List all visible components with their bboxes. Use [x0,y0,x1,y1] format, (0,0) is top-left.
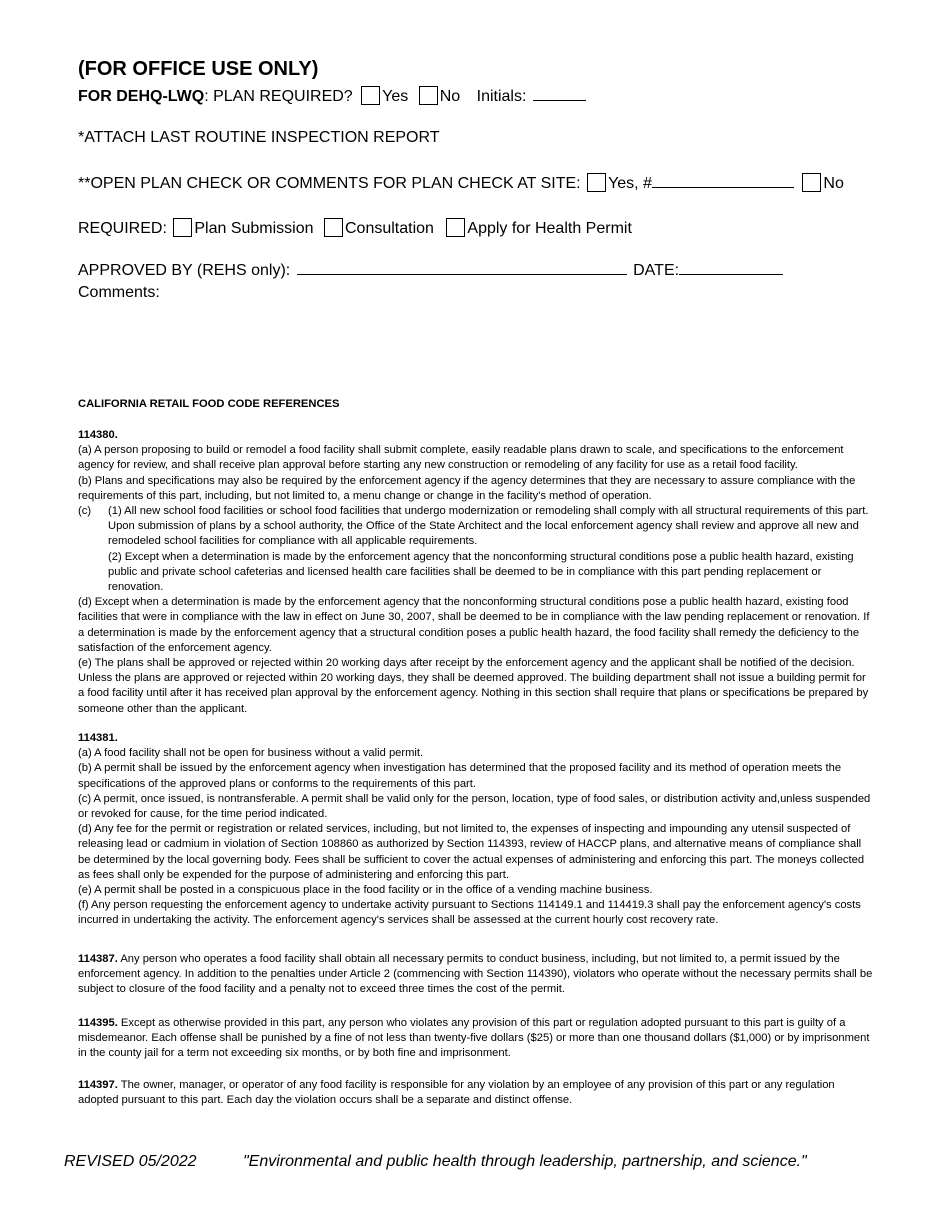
section-number: 114395. [78,1017,118,1029]
references-heading: CALIFORNIA RETAIL FOOD CODE REFERENCES [78,398,340,410]
attach-report-note: *ATTACH LAST ROUTINE INSPECTION REPORT [78,129,440,146]
consultation-checkbox[interactable] [324,218,343,237]
plan-required-row [78,86,586,106]
section-114380-e: (e) The plans shall be approved or rejected within 20 working days after receipt by the enforcement agency and the applicant shall be notified of the decision. Unless the plans are approved or rejected within 20 working days, they shall be deemed approved. The building department shall not issue a building permit for a food facility until after it has received plan approval by the enforcement agency. Nothing in this section shall require that plans or specifications be prepared by someone other than the applicant. [78,657,869,715]
health-permit-checkbox[interactable] [446,218,465,237]
section-114380-c2: (2) Except when a determination is made by the enforcement agency that the nonconforming structural conditions pose a public health hazard, existing public and private school cafeterias and licensed health care facilities shall be deemed to be in compliance with this part pending replacement or renovation. [108,550,854,594]
initials-field[interactable] [533,100,586,101]
section-114381-d: (d) Any fee for the permit or registration or related services, including, but not limited to, the expenses of inspecting and impounding any utensil suspected of releasing lead or cadmium in violation of Section 108860 as authorized by Section 114393, review of HACCP plans, and alternative means of compliance shall be determined by the local governing body. Fees shall be sufficient to cover the actual expenses of administering and enforcing this part. The moneys collected as fees shall only be expended for the purpose of administering and enforcing this part. [78,823,865,881]
section-114395-text: Except as otherwise provided in this part, any person who violates any provision of this part or regulation adopted pursuant to this part is guilty of a misdemeanor. Each offense shall be punished by a fine of not less than twenty-five dollars ($25) or more than one thousand dollars ($1,000) or by imprisonment in the county jail for a term not exceeding six months, or by both fine and imprisonment. [78,1017,870,1060]
plan-submission-label: Plan Submission [194,220,314,237]
approved-by-field[interactable] [297,274,627,275]
section-number: 114381. [78,732,118,744]
open-plan-number-field[interactable] [652,187,794,188]
section-number: 114387. [78,953,118,965]
section-114395 [78,1016,873,1062]
section-114381-c: (c) A permit, once issued, is nontransferable. A permit shall be valid only for the person, location, type of food sales, or distribution activity and,unless suspended or revoked for cause, for the time period indicated. [78,792,871,821]
open-plan-check-label: **OPEN PLAN CHECK OR COMMENTS FOR PLAN CHECK AT SITE: [78,175,581,192]
required-label: REQUIRED: [78,220,167,237]
section-114380-c1: (1) All new school food facilities or school food facilities that undergo modernization or remodeling shall comply with all structural requirements of this part. Upon submission of plans by a school authority, the Office of the State Architect and the local enforcement agency shall review and approve all new and remodeled school facilities for compliance with all applicable requirements. [108,505,869,548]
section-114387-text: Any person who operates a food facility shall obtain all necessary permits to conduct business, including, but not limited to, a permit issued by the enforcement agency. In addition to the penalties under Article 2 (commencing with Section 114390), violators who operate without the necessary permits shall be subject to closure of the food facility and a penalty not to exceed three times the cost of the permit. [78,953,873,996]
plan-required-yes-label: Yes [382,88,409,105]
section-114380-c-label: (c) [78,505,92,518]
plan-required-no-label: No [439,88,461,105]
open-plan-no-label: No [823,175,844,192]
consultation-label: Consultation [344,220,434,237]
initials-label: Initials: [476,88,527,105]
section-114380-c [78,504,873,595]
approved-row [78,262,783,280]
section-number: 114380. [78,429,118,441]
date-field[interactable] [679,274,783,275]
section-114381 [78,731,873,929]
section-114381-f: (f) Any person requesting the enforcement agency to undertake activity pursuant to Sections 114149.1 and 114419.3 shall pay the enforcement agency's costs incurred in undertaking the activity. The enforcement agency's services shall be assessed at the current hourly cost recovery rate. [78,899,861,927]
required-row [78,218,632,238]
footer-motto: "Environmental and public health through leadership, partnership, and science." [243,1153,807,1170]
comments-label: Comments: [78,284,160,301]
section-114387 [78,952,873,998]
open-plan-yes-checkbox[interactable] [587,173,606,192]
section-114397-text: The owner, manager, or operator of any food facility is responsible for any violation by an employee of any provision of this part or any regulation adopted pursuant to this part. Each day the violation occurs shall be a separate and distinct offense. [78,1079,835,1107]
section-114380 [78,428,873,717]
open-plan-no-checkbox[interactable] [802,173,821,192]
open-plan-yes-label: Yes, # [608,175,652,192]
section-number: 114397. [78,1079,118,1091]
plan-required-yes-checkbox[interactable] [361,86,380,105]
revised-date: REVISED 05/2022 [64,1153,197,1170]
section-114381-b: (b) A permit shall be issued by the enforcement agency when investigation has determined that the proposed facility and its method of operation meets the specifications of the approved plans or conforms to the requirements of this part. [78,762,842,790]
section-114381-e: (e) A permit shall be posted in a conspicuous place in the food facility or in the office of a vending machine business. [78,884,653,897]
office-use-title: (FOR OFFICE USE ONLY) [78,58,319,80]
plan-submission-checkbox[interactable] [173,218,192,237]
section-114397 [78,1078,873,1108]
open-plan-check-row [78,173,844,193]
approved-by-label: APPROVED BY (REHS only): [78,262,291,279]
date-label: DATE: [633,262,680,279]
section-114380-d: (d) Except when a determination is made by the enforcement agency that the nonconforming structural conditions pose a public health hazard, existing food facilities that were in compliance with the law in effect on June 30, 2007, shall be deemed to be in compliance with the law pending replacement or renovation. If a determination is made by the enforcement agency that a structural condition poses a public health hazard, the food facility shall remedy the deficiency to the satisfaction of the enforcement agency. [78,596,870,654]
plan-required-label: : PLAN REQUIRED? [204,88,353,105]
section-114381-a: (a) A food facility shall not be open for business without a valid permit. [78,747,424,760]
health-permit-label: Apply for Health Permit [467,220,632,237]
plan-required-no-checkbox[interactable] [419,86,438,105]
dehq-label: FOR DEHQ-LWQ [78,88,205,105]
section-114380-a: (a) A person proposing to build or remodel a food facility shall submit complete, easily readable plans drawn to scale, and specifications to the enforcement agency for review, and shall receive plan approval before starting any new construction or remodeling of any facility for use as a retail food facility. [78,444,844,472]
section-114380-b: (b) Plans and specifications may also be required by the enforcement agency if the agency determines that they are necessary to assure compliance with the requirements of this part, including, but not limited to, a menu change or change in the facility's method of operation. [78,474,856,502]
